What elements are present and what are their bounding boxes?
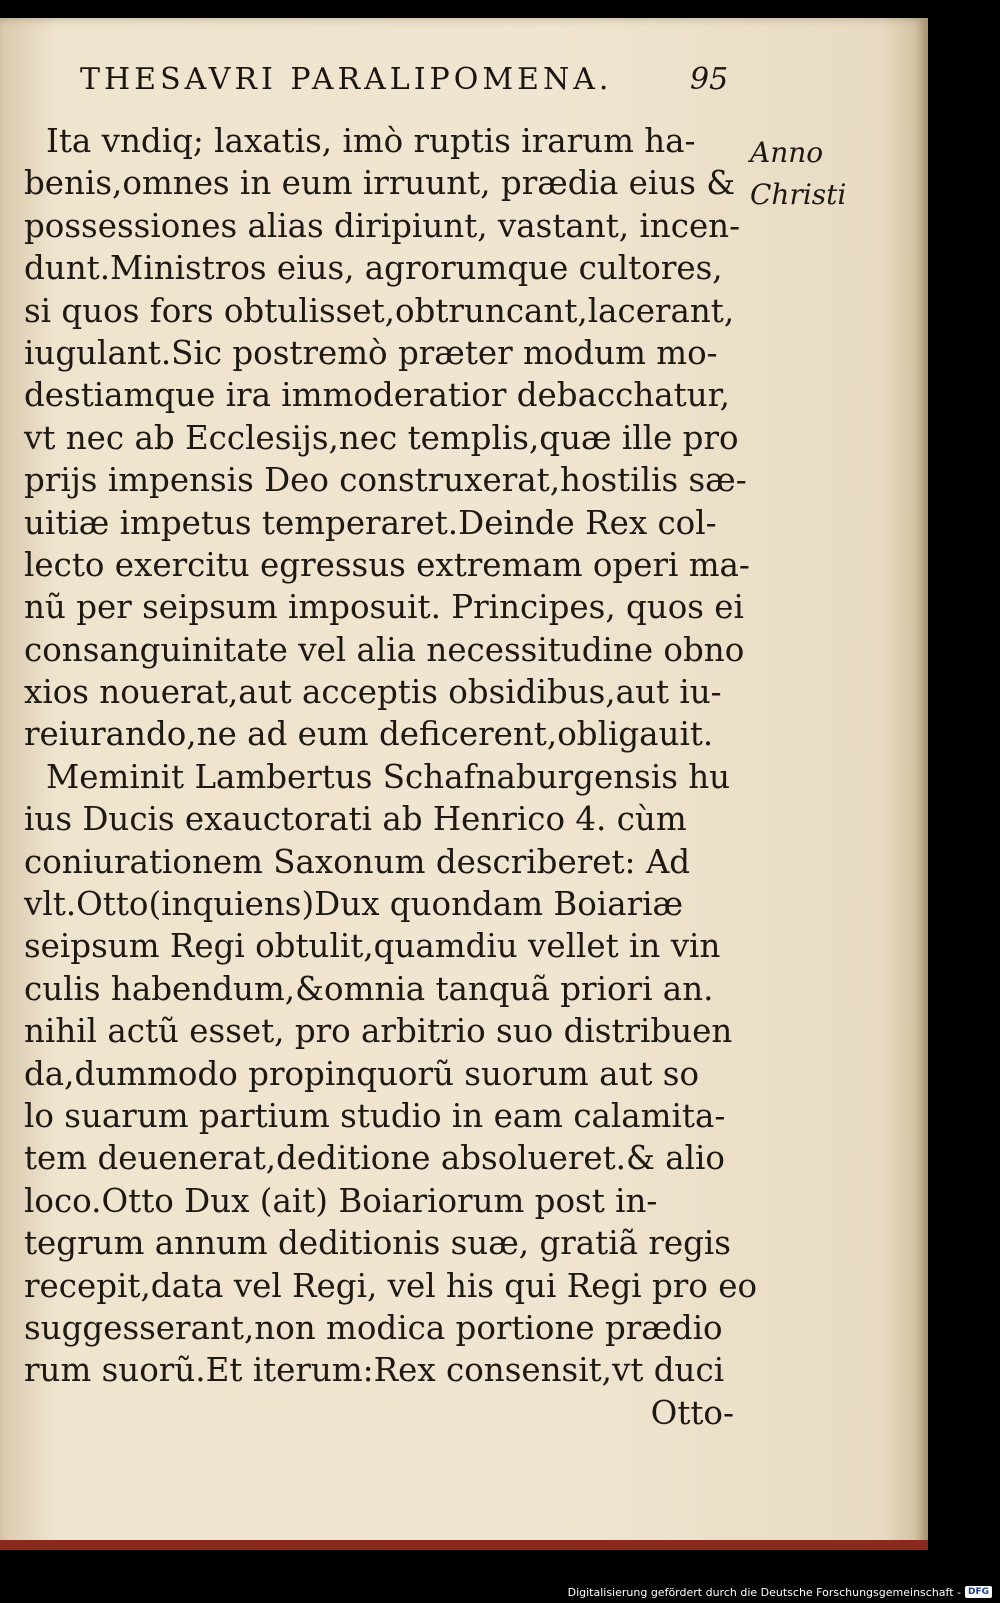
text-line: iugulant.Sic postremò præter modum mo-: [24, 333, 718, 372]
running-title: THESAVRI PARALIPOMENA.: [80, 62, 613, 97]
text-line: tem deuenerat,deditione absolueret.& alio: [24, 1139, 726, 1178]
text-line: possessiones alias diripiunt, vastant, incen-: [24, 206, 741, 245]
text-line: consanguinitate vel alia necessitudine obno: [24, 630, 745, 669]
text-line: Ita vndiq; laxatis, imò ruptis irarum ha-: [46, 122, 696, 160]
text-line: culis habendum,&omnia tanquã priori an.: [24, 969, 714, 1008]
text-line: benis,omnes in eum irruunt, prædia eius &: [24, 164, 736, 203]
page-edge: [0, 1540, 928, 1550]
text-line: coniurationem Saxonum describeret: Ad: [24, 842, 691, 881]
running-header: [80, 62, 760, 102]
text-line: vt nec ab Ecclesijs,nec templis,quæ ille pro: [24, 418, 739, 457]
text-line: tegrum annum deditionis suæ, gratiã regis: [24, 1224, 731, 1263]
text-line: Meminit Lambertus Schafnaburgensis hu: [46, 757, 731, 796]
text-line: da,dummodo propinquorũ suorum aut so: [24, 1054, 700, 1093]
text-line: seipsum Regi obtulit,quamdiu vellet in vin: [24, 927, 721, 966]
text-line: lecto exercitu egressus extremam operi ma-: [24, 545, 750, 584]
margin-note-line: Anno: [750, 136, 824, 169]
margin-note: [750, 132, 870, 216]
text-line: ius Ducis exauctorati ab Henrico 4. cùm: [24, 800, 687, 839]
page-number: 95: [690, 62, 729, 97]
text-line: uitiæ impetus temperaret.Deinde Rex col-: [24, 503, 717, 542]
catchword: Otto-: [650, 1393, 734, 1432]
text-line: rum suorũ.Et iterum:Rex consensit,vt duci: [24, 1351, 725, 1390]
text-line: si quos fors obtulisset,obtruncant,lacerant,: [24, 291, 735, 330]
margin-note-line: Christi: [750, 178, 847, 211]
text-line: suggesserant,non modica portione prædio: [24, 1308, 723, 1347]
text-line: reiurando,ne ad eum deficerent,obligauit.: [24, 715, 714, 754]
body-text: [24, 120, 758, 1434]
text-line: dunt.Ministros eius, agrorumque cultores,: [24, 249, 723, 288]
credit-text: Digitalisierung gefördert durch die Deutsche Forschungsgemeinschaft -: [567, 1585, 961, 1599]
text-line: prijs impensis Deo construxerat,hostilis sæ-: [24, 461, 747, 500]
text-line: nũ per seipsum imposuit. Principes, quos ei: [24, 588, 744, 627]
text-line: destiamque ira immoderatior debacchatur,: [24, 376, 730, 415]
text-line: recepit,data vel Regi, vel his qui Regi pro eo: [24, 1266, 758, 1305]
text-line: xios nouerat,aut acceptis obsidibus,aut iu-: [24, 673, 722, 712]
text-line: vlt.Otto(inquiens)Dux quondam Boiariæ: [24, 885, 684, 924]
digitization-credit: [568, 1584, 992, 1600]
text-line: loco.Otto Dux (ait) Boiariorum post in-: [24, 1181, 658, 1220]
text-line: nihil actũ esset, pro arbitrio suo distribuen: [24, 1012, 733, 1051]
dfg-logo: DFG: [965, 1586, 992, 1598]
text-line: lo suarum partium studio in eam calamita-: [24, 1096, 726, 1135]
